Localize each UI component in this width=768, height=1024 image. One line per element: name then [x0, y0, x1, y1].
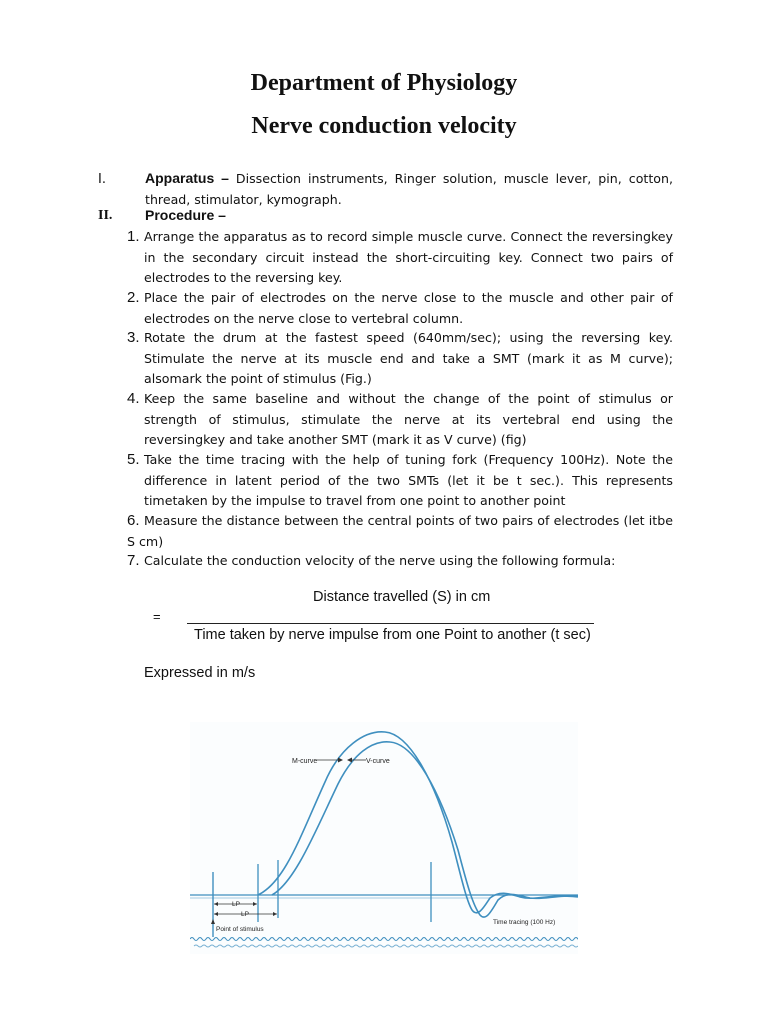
v-curve-arrowhead: [347, 758, 352, 763]
lp-arrowhead-v-right: [273, 912, 277, 916]
step-text: Measure the distance between the central points of two pairs of electrodes (let itbe S cm): [127, 513, 673, 549]
department-heading: Department of Physiology: [250, 70, 518, 96]
procedure-step: [127, 328, 673, 386]
v-curve-label: V-curve: [366, 758, 390, 765]
formula-equals: =: [153, 609, 161, 624]
step-number: 1.: [127, 228, 140, 245]
page-title: Nerve conduction velocity: [251, 113, 517, 139]
time-tracing-wave-2: [194, 945, 578, 947]
procedure-step: [127, 288, 673, 326]
stimulus-arrowhead: [211, 919, 215, 924]
step-number: 7.: [127, 552, 140, 569]
m-curve-arrowhead: [338, 758, 343, 763]
muscle-curve-figure: [190, 722, 578, 954]
muscle-curve-diagram: [190, 722, 578, 954]
lp-label-m: LP: [232, 901, 240, 908]
apparatus-text: Dissection instruments, Ringer solution, muscle lever, pin, cotton, thread, stimulator, kymograph.: [145, 171, 673, 207]
procedure-step: [127, 389, 673, 447]
lp-arrowhead-m-right: [253, 902, 257, 906]
step-number: 6.: [127, 512, 140, 529]
step-text: Calculate the conduction velocity of the nerve using the following formula:: [144, 553, 616, 568]
lp-arrowhead-v-left: [214, 912, 218, 916]
section-number-apparatus: I.: [98, 172, 106, 187]
procedure-step: [127, 450, 673, 508]
v-curve-line: [272, 742, 578, 917]
lp-arrowhead-m-left: [214, 902, 218, 906]
procedure-step: [127, 511, 673, 552]
formula-units: Expressed in m/s: [144, 665, 256, 681]
time-tracing-wave: [190, 938, 578, 941]
step-text: Place the pair of electrodes on the nerve close to the muscle and other pair of electrodes on the nerve close to vertebral column.: [144, 290, 673, 326]
step-text: Keep the same baseline and without the change of the point of stimulus or strength of stimulus, stimulate the nerve at its vertebral end using the reversingkey and take another SMT (mark it as V curve) (fig): [144, 391, 673, 447]
step-text: Rotate the drum at the fastest speed (640mm/sec); using the reversing key. Stimulate the nerve at its muscle end and take a SMT (mark it as M curve); alsomark the point of stimulus (Fig.): [144, 330, 673, 386]
apparatus-heading: Apparatus –: [145, 170, 229, 186]
procedure-heading: Procedure –: [145, 207, 226, 223]
lp-label-v: LP: [241, 911, 249, 918]
section-number-procedure: II.: [98, 208, 113, 223]
formula-denominator: Time taken by nerve impulse from one Point to another (t sec): [194, 627, 591, 643]
step-number: 3.: [127, 329, 140, 346]
point-of-stimulus-label: Point of stimulus: [216, 926, 264, 933]
time-tracing-label: Time tracing (100 Hz): [493, 919, 556, 926]
step-text: Arrange the apparatus as to record simple muscle curve. Connect the reversingkey in the secondary circuit instead the short-circuiting key. Connect two pairs of electrodes to the reversing key.: [144, 229, 673, 285]
apparatus-paragraph: [145, 168, 673, 210]
step-number: 2.: [127, 289, 140, 306]
step-number: 5.: [127, 451, 140, 468]
procedure-step: [127, 551, 673, 572]
step-text: Take the time tracing with the help of tuning fork (Frequency 100Hz). Note the difference in latent period of the two SMTs (let it be t sec.). This represents timetaken by the impulse to travel from one point to another point: [144, 452, 673, 508]
step-number: 4.: [127, 390, 140, 407]
m-curve-label: M-curve: [292, 758, 318, 765]
formula-numerator: Distance travelled (S) in cm: [313, 589, 491, 605]
procedure-step: [127, 227, 673, 285]
fraction-line: [187, 623, 594, 624]
